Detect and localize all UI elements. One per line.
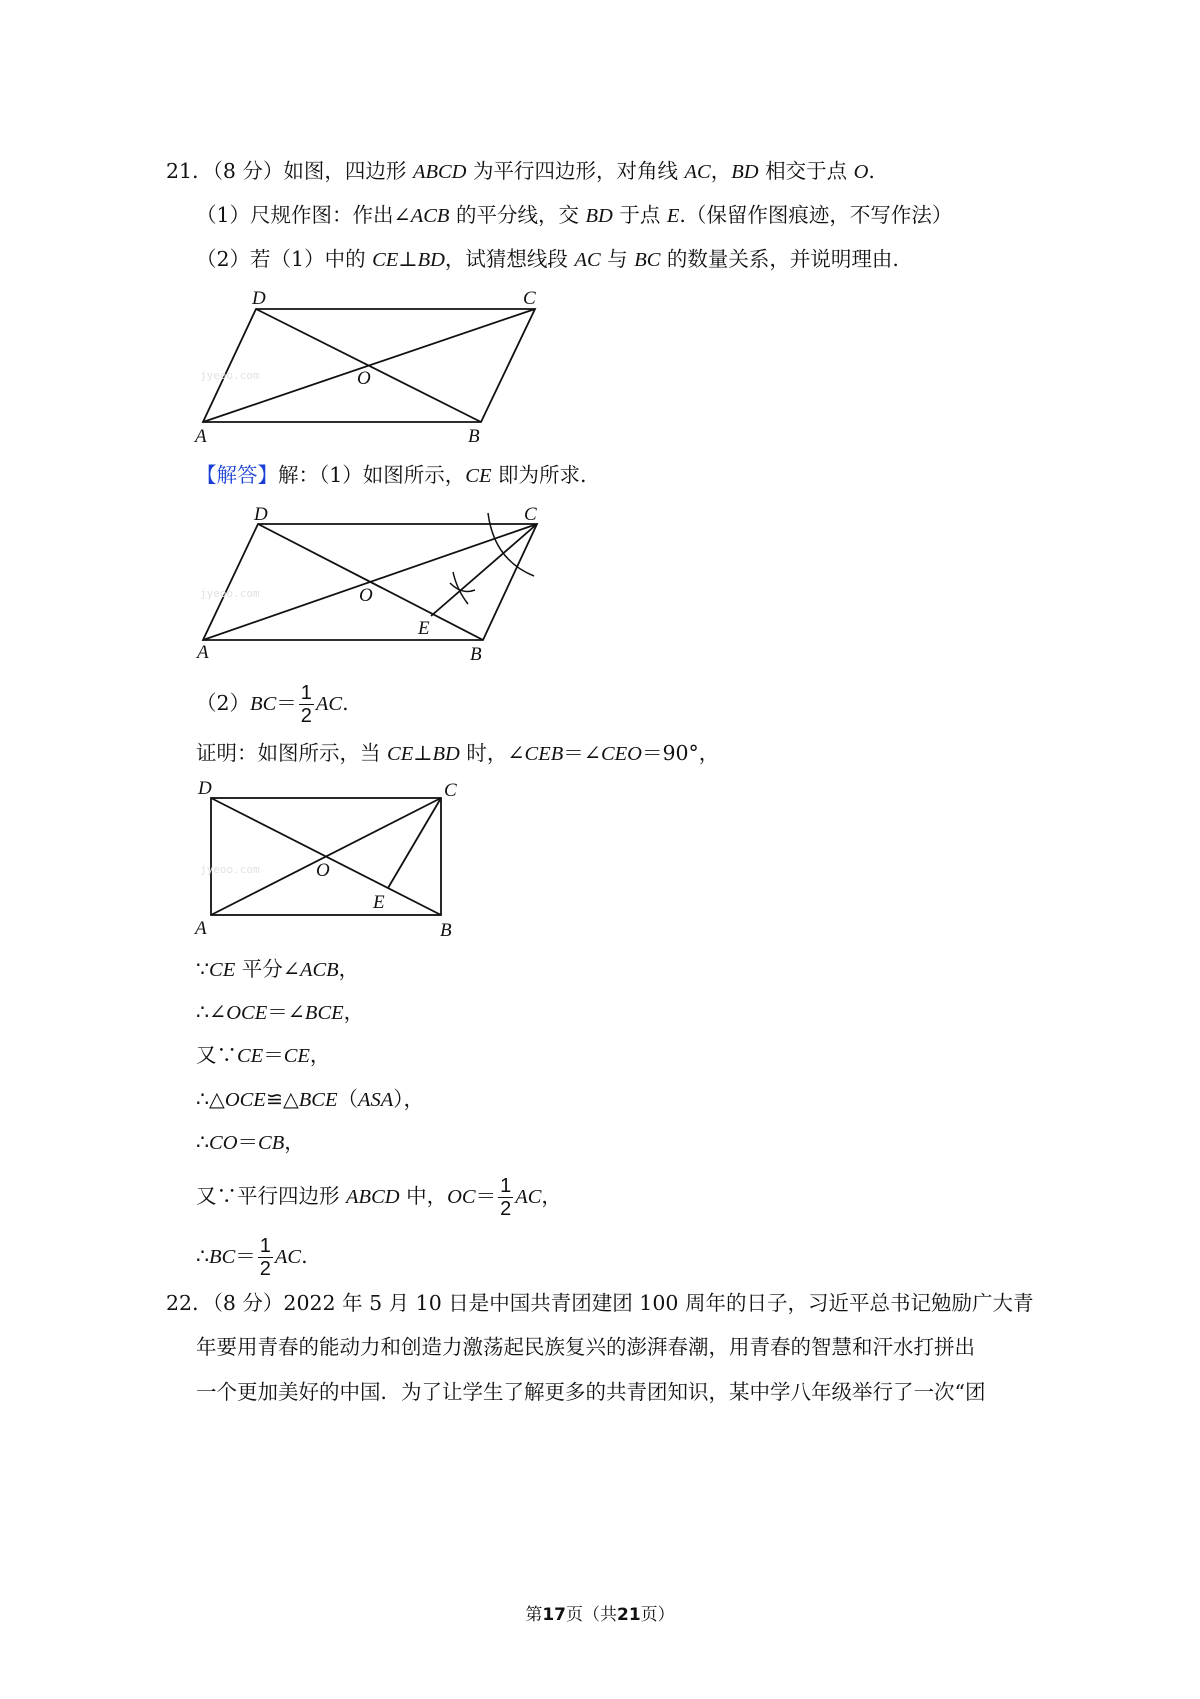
page-footer: 第17页（共21页） [525,1605,675,1625]
label-d-2: D [254,504,268,525]
watermark-3: jyeoo.com [200,863,260,876]
watermark-2: jyeoo.com [200,587,260,600]
answer-part2: （2）BC＝ $\frac{1}{2}$ AC. [196,682,349,727]
label-e-2: E [418,618,430,639]
watermark: jyeoo.com [200,369,260,382]
label-b-3: B [440,920,452,941]
proof-line-2: ∴∠OCE＝∠BCE， [196,1000,365,1024]
proof-line-3: 又∵CE＝CE， [196,1043,331,1067]
label-b-2: B [470,644,482,665]
label-a: A [195,426,207,447]
q22-line-1: 22．（8 分）2022 年 5 月 10 日是中国共青团建团 100 周年的日子，习近平总书记勉励广大青 [166,1291,1034,1315]
label-d-3: D [198,778,212,799]
q21-stem: 21．（8 分）如图，四边形 ABCD 为平行四边形，对角线 AC，BD 相交于点 O. [166,159,875,183]
label-o: O [357,368,371,389]
proof-line-6: 又∵平行四边形 ABCD 中，OC＝ $\frac{1}{2}$ AC， [196,1175,562,1220]
proof-line-4: ∴△OCE≌△BCE（ASA）， [196,1087,425,1111]
label-c-2: C [524,504,537,525]
fraction-half: $\frac{1}{2}$ [300,682,312,727]
answer-part1: 【解答】解：（1）如图所示，CE 即为所求. [196,463,587,487]
label-o-3: O [316,860,330,881]
label-a-2: A [197,642,209,663]
proof-line-7: ∴BC＝ $\frac{1}{2}$ AC. [196,1235,308,1280]
proof-line-1: ∵CE 平分∠ACB， [196,957,360,981]
label-c-3: C [444,780,457,801]
q21-part2: （2）若（1）中的 CE⊥BD，试猜想线段 AC 与 BC 的数量关系，并说明理由. [196,247,899,271]
fraction-half-3: $\frac{1}{2}$ [259,1235,271,1280]
label-b: B [468,426,480,447]
answer-tag: 【解答】 [196,463,278,487]
q21-part1: （1）尺规作图：作出∠ACB 的平分线，交 BD 于点 E.（保留作图痕迹，不写作法） [196,203,953,227]
q22-line-2: 年要用青春的能动力和创造力激荡起民族复兴的澎湃春潮，用青春的智慧和汗水打拼出 [196,1335,975,1359]
label-d: D [252,288,266,309]
label-e-3: E [373,892,385,913]
label-a-3: A [195,918,207,939]
fraction-half-2: $\frac{1}{2}$ [500,1175,512,1220]
proof-intro: 证明：如图所示，当 CE⊥BD 时，∠CEB＝∠CEO＝90°， [196,741,720,765]
label-o-2: O [359,585,373,606]
q22-line-3: 一个更加美好的中国．为了让学生了解更多的共青团知识，某中学八年级举行了一次“团 [196,1380,986,1404]
proof-line-5: ∴CO＝CB， [196,1130,305,1154]
label-c: C [523,288,536,309]
